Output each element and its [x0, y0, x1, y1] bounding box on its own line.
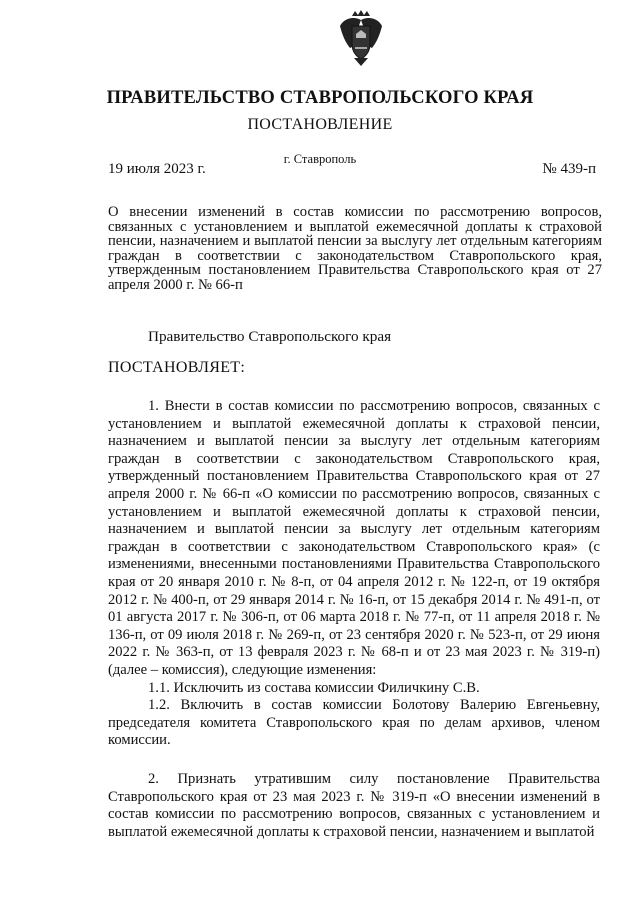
item-1-2: 1.2. Включить в состав комиссии Болотову Валерию Евгеньевну, председателя комитета Ставропольского края по делам архивов, членом комиссии.	[108, 697, 600, 749]
item-1-1: 1.1. Исключить из состава комиссии Филичкину С.В.	[148, 679, 480, 696]
body-section-2	[108, 771, 600, 841]
decree-word: ПОСТАНОВЛЯЕТ:	[108, 359, 246, 376]
paragraph-2: 2. Признать утратившим силу постановление Правительства Ставропольского края от 23 мая 2023 г. № 319-п «О внесении изменений в состав комиссии по рассмотрению вопросов, связанных с установлением и выплатой ежемесячной доплаты к страховой пенсии, назначением и выплатой	[108, 771, 600, 840]
document-number: № 439-п	[542, 161, 596, 177]
city: г. Ставрополь	[283, 152, 357, 166]
document-date: 19 июля 2023 г.	[108, 161, 206, 177]
body-section-1	[108, 398, 600, 750]
government-line: Правительство Ставропольского края	[148, 328, 392, 345]
coat-of-arms-emblem	[336, 8, 386, 68]
document-type: ПОСТАНОВЛЕНИЕ	[247, 116, 393, 133]
document-subject: О внесении изменений в состав комиссии по рассмотрению вопросов, связанных с установлением и выплатой ежемесячной доплаты к страховой пенсии, назначением и выплатой пенсии за выслугу лет отдельным категориям граждан в соответствии с законодательством Ставропольского края, утвержденным постановлением Правительства Ставропольского края от 27 апреля 2000 г. № 66-п	[108, 204, 602, 293]
government-title: ПРАВИТЕЛЬСТВО СТАВРОПОЛЬСКОГО КРАЯ	[106, 88, 534, 108]
paragraph-1: 1. Внести в состав комиссии по рассмотрению вопросов, связанных с установлением и выплатой ежемесячной доплаты к страховой пенсии, назначением и выплатой пенсии за выслугу лет отдельным категориям граждан в соответствии с законодательством Ставропольского края, утвержденный постановлением Правительства Ставропольского края от 27 апреля 2000 г. № 66-п «О комиссии по рассмотрению вопросов, связанных с установлением и выплатой ежемесячной доплаты к страховой пенсии, назначением и выплатой пенсии за выслугу лет отдельным категориям граждан в соответствии с законодательством Ставропольского края» (с изменениями, внесенными постановлениями Правительства Ставропольского края от 20 января 2010 г. № 8-п, от 04 апреля 2012 г. № 122-п, от 19 октября 2012 г. № 400-п, от 29 января 2014 г. № 16-п, от 15 декабря 2014 г. № 491-п, от 01 августа 2017 г. № 306-п, от 06 марта 2018 г. № 77-п, от 11 апреля 2018 г. № 136-п, от 09 июля 2018 г. № 269-п, от 23 сентября 2020 г. № 523-п, от 29 июня 2022 г. № 363-п, от 13 февраля 2023 г. № 68-п и от 23 мая 2023 г. № 319-п) (далее – комиссия), следующие изменения:	[108, 398, 600, 678]
